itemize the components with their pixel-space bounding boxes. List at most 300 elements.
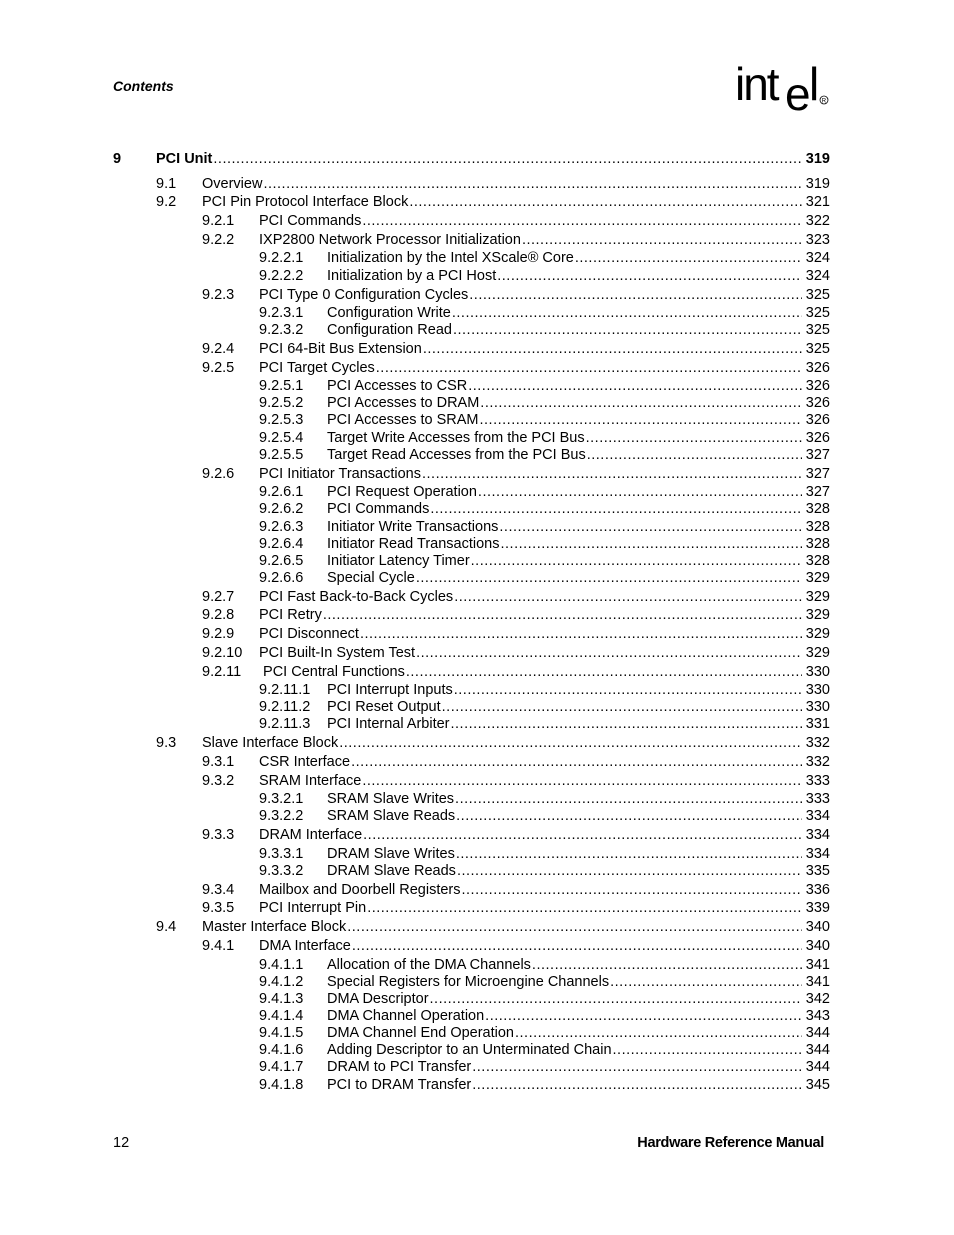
toc-entry[interactable] (0, 212, 954, 230)
toc-entry[interactable] (0, 826, 954, 844)
toc-dot-leader (480, 411, 803, 429)
toc-entry-title-line (259, 753, 802, 771)
toc-entry-title: Initiator Read Transactions (327, 536, 500, 552)
toc-entry[interactable] (0, 937, 954, 955)
toc-entry[interactable] (0, 1041, 954, 1059)
toc-entry-number: 9.4.1.1 (259, 957, 304, 973)
toc-entry-title: Special Cycle (327, 570, 415, 586)
toc-entry-title: PCI 64-Bit Bus Extension (259, 341, 422, 357)
toc-dot-leader (376, 359, 802, 377)
toc-dot-leader (430, 500, 802, 518)
toc-dot-leader (360, 625, 802, 643)
toc-entry-page: 326 (805, 430, 830, 446)
toc-entry[interactable] (0, 663, 954, 681)
toc-entry-title-line (327, 1024, 802, 1042)
toc-entry-title: DRAM Slave Writes (327, 846, 455, 862)
toc-entry[interactable] (0, 698, 954, 716)
toc-entry-number: 9.2.6.2 (259, 501, 304, 517)
toc-dot-leader (469, 286, 802, 304)
toc-entry-number: 9.4.1.7 (259, 1059, 304, 1075)
toc-entry-title-line (327, 1007, 802, 1025)
toc-entry-number: 9.2.7 (202, 589, 235, 605)
toc-dot-leader (471, 552, 802, 570)
toc-entry-number: 9.3.2.1 (259, 791, 304, 807)
toc-dot-leader (430, 990, 802, 1008)
toc-dot-leader (478, 483, 802, 501)
toc-entry[interactable] (0, 588, 954, 606)
toc-entry-page: 325 (805, 341, 830, 357)
toc-entry-page: 339 (805, 900, 830, 916)
toc-dot-leader (409, 193, 802, 211)
toc-entry-page: 328 (805, 519, 830, 535)
toc-entry-page: 344 (805, 1042, 830, 1058)
toc-entry-title-line (327, 249, 802, 267)
toc-entry[interactable] (0, 569, 954, 587)
toc-dot-leader (613, 1041, 802, 1059)
toc-entry-page: 326 (805, 378, 830, 394)
toc-dot-leader (472, 1076, 802, 1094)
toc-entry-page: 324 (805, 250, 830, 266)
toc-entry-page: 335 (805, 863, 830, 879)
toc-entry[interactable] (0, 411, 954, 429)
toc-entry-title: PCI Unit (156, 151, 213, 167)
toc-entry-number: 9.2.3 (202, 287, 235, 303)
toc-entry-title: Master Interface Block (202, 919, 347, 935)
page-number: 12 (113, 1135, 130, 1151)
toc-entry-number: 9.4.1.3 (259, 991, 304, 1007)
toc-entry[interactable] (0, 267, 954, 285)
toc-entry[interactable] (0, 1007, 954, 1025)
toc-entry-number: 9.2.11.2 (259, 699, 311, 715)
toc-entry-title: Slave Interface Block (202, 735, 339, 751)
toc-entry-number: 9.2.6.1 (259, 484, 304, 500)
toc-entry-title-line (327, 715, 802, 733)
toc-entry-number: 9.3.2.2 (259, 808, 304, 824)
toc-entry-title-line (259, 644, 802, 662)
toc-entry-title: PCI Commands (327, 501, 430, 517)
toc-entry-title-line (259, 826, 802, 844)
toc-dot-leader (462, 881, 803, 899)
toc-entry-title: DRAM Slave Reads (327, 863, 456, 879)
toc-entry-number: 9.4.1.5 (259, 1025, 304, 1041)
toc-entry-page: 328 (805, 536, 830, 552)
toc-entry-number: 9.2.10 (202, 645, 243, 661)
toc-entry-title: PCI Interrupt Pin (259, 900, 367, 916)
toc-entry-page: 334 (805, 827, 830, 843)
toc-entry-title-line (259, 340, 802, 358)
toc-entry-title-line (327, 304, 802, 322)
toc-entry-number: 9.3.3.2 (259, 863, 304, 879)
toc-entry-page: 319 (805, 176, 830, 192)
toc-dot-leader (485, 1007, 802, 1025)
toc-entry[interactable] (0, 1024, 954, 1042)
toc-entry-page: 327 (805, 466, 830, 482)
toc-entry-title-line (327, 429, 802, 447)
toc-dot-leader (457, 862, 802, 880)
toc-entry-title: Target Read Accesses from the PCI Bus (327, 447, 586, 463)
toc-entry-page: 327 (805, 484, 830, 500)
toc-dot-leader (497, 267, 802, 285)
toc-entry-title: PCI Internal Arbiter (327, 716, 450, 732)
toc-entry[interactable] (0, 1076, 954, 1094)
toc-entry-page: 334 (805, 846, 830, 862)
toc-entry-page: 334 (805, 808, 830, 824)
toc-entry[interactable] (0, 249, 954, 267)
toc-entry-title-line (327, 569, 802, 587)
toc-dot-leader (468, 377, 802, 395)
toc-entry[interactable] (0, 518, 954, 536)
toc-entry-page: 345 (805, 1077, 830, 1093)
toc-entry[interactable] (0, 715, 954, 733)
toc-dot-leader (339, 734, 802, 752)
toc-entry-title-line (156, 150, 802, 168)
toc-entry-title-line (327, 807, 802, 825)
toc-dot-leader (453, 321, 802, 339)
toc-dot-leader (500, 535, 802, 553)
toc-entry-title-line (327, 973, 802, 991)
toc-entry-title-line (259, 606, 802, 624)
toc-entry[interactable] (0, 899, 954, 917)
toc-entry-number: 9.1 (156, 176, 177, 192)
toc-dot-leader (351, 753, 802, 771)
toc-entry-number: 9 (113, 151, 122, 167)
toc-entry-number: 9.2.3.2 (259, 322, 304, 338)
toc-entry-title: PCI Accesses to DRAM (327, 395, 480, 411)
toc-entry-title: DMA Channel End Operation (327, 1025, 514, 1041)
toc-entry[interactable] (0, 429, 954, 447)
toc-entry[interactable] (0, 304, 954, 322)
toc-entry-number: 9.2.9 (202, 626, 235, 642)
toc-entry[interactable] (0, 377, 954, 395)
toc-entry-title: PCI Fast Back-to-Back Cycles (259, 589, 454, 605)
toc-dot-leader (362, 772, 802, 790)
toc-entry-number: 9.2.3.1 (259, 305, 304, 321)
toc-entry[interactable] (0, 862, 954, 880)
toc-entry-page: 329 (805, 607, 830, 623)
toc-dot-leader (499, 518, 802, 536)
toc-dot-leader (456, 807, 802, 825)
toc-entry-number: 9.2.2.2 (259, 268, 304, 284)
toc-dot-leader (472, 1058, 802, 1076)
toc-entry-title-line (327, 862, 802, 880)
toc-entry-number: 9.2.11.3 (259, 716, 311, 732)
toc-dot-leader (422, 465, 802, 483)
toc-entry-page: 333 (805, 773, 830, 789)
toc-entry-page: 332 (805, 754, 830, 770)
toc-dot-leader (456, 845, 802, 863)
toc-entry-page: 329 (805, 626, 830, 642)
toc-entry[interactable] (0, 845, 954, 863)
toc-entry-number: 9.2.6.3 (259, 519, 304, 535)
toc-entry-page: 327 (805, 447, 830, 463)
toc-dot-leader (323, 606, 802, 624)
toc-entry-title-line (259, 588, 802, 606)
toc-entry[interactable] (0, 150, 954, 168)
toc-entry-number: 9.2.6.4 (259, 536, 304, 552)
toc-entry-title-line (327, 681, 802, 699)
toc-entry-page: 330 (805, 699, 830, 715)
toc-entry-page: 340 (805, 938, 830, 954)
toc-entry[interactable] (0, 535, 954, 553)
toc-entry-page: 324 (805, 268, 830, 284)
toc-dot-leader (362, 212, 802, 230)
toc-entry-page: 326 (805, 412, 830, 428)
toc-dot-leader (522, 231, 802, 249)
toc-entry-page: 344 (805, 1025, 830, 1041)
toc-dot-leader (451, 715, 803, 733)
toc-entry-page: 341 (805, 974, 830, 990)
toc-entry-title: PCI Accesses to CSR (327, 378, 468, 394)
toc-entry-page: 336 (805, 882, 830, 898)
toc-dot-leader (213, 150, 802, 168)
toc-entry-title: IXP2800 Network Processor Initialization (259, 232, 521, 248)
toc-entry-page: 326 (805, 360, 830, 376)
toc-entry-title: Configuration Read (327, 322, 452, 338)
toc-entry-number: 9.2 (156, 194, 177, 210)
running-header-section: Contents (113, 78, 174, 94)
toc-entry-page: 325 (805, 287, 830, 303)
toc-entry-title-line (327, 411, 802, 429)
toc-entry-number: 9.4.1.4 (259, 1008, 304, 1024)
toc-entry[interactable] (0, 973, 954, 991)
toc-entry-page: 329 (805, 570, 830, 586)
toc-dot-leader (575, 249, 802, 267)
toc-entry-page: 330 (805, 664, 830, 680)
toc-entry-number: 9.2.6 (202, 466, 235, 482)
toc-entry-title: PCI Request Operation (327, 484, 477, 500)
intel-logo (735, 56, 831, 118)
toc-entry-page: 329 (805, 645, 830, 661)
toc-dot-leader (454, 681, 802, 699)
toc-entry[interactable] (0, 175, 954, 193)
toc-entry[interactable] (0, 644, 954, 662)
toc-entry-number: 9.4.1.6 (259, 1042, 304, 1058)
toc-entry[interactable] (0, 681, 954, 699)
toc-entry[interactable] (0, 193, 954, 211)
toc-dot-leader (423, 340, 802, 358)
toc-entry-title-line (259, 899, 802, 917)
toc-entry-title-line (327, 1058, 802, 1076)
toc-dot-leader (610, 973, 802, 991)
toc-entry-title-line (327, 500, 802, 518)
toc-entry-title: Adding Descriptor to an Unterminated Chain (327, 1042, 612, 1058)
toc-entry-page: 323 (805, 232, 830, 248)
toc-dot-leader (454, 588, 802, 606)
toc-entry-title-line (327, 377, 802, 395)
toc-entry-title: PCI Built-In System Test (259, 645, 416, 661)
toc-entry-page: 325 (805, 305, 830, 321)
toc-entry[interactable] (0, 394, 954, 412)
toc-entry-number: 9.3.1 (202, 754, 235, 770)
toc-entry-title-line (259, 772, 802, 790)
toc-entry[interactable] (0, 359, 954, 377)
toc-dot-leader (363, 826, 802, 844)
toc-entry-number: 9.2.5.3 (259, 412, 304, 428)
toc-entry-number: 9.2.1 (202, 213, 235, 229)
toc-entry-page: 328 (805, 501, 830, 517)
toc-entry-title: Configuration Write (327, 305, 451, 321)
toc-dot-leader (515, 1024, 802, 1042)
toc-entry[interactable] (0, 340, 954, 358)
toc-entry-page: 325 (805, 322, 830, 338)
toc-entry[interactable] (0, 500, 954, 518)
toc-entry-title: Initialization by a PCI Host (327, 268, 497, 284)
toc-entry-number: 9.3 (156, 735, 177, 751)
toc-entry-title: Mailbox and Doorbell Registers (259, 882, 461, 898)
toc-entry-number: 9.4.1.2 (259, 974, 304, 990)
toc-entry-title-line (327, 698, 802, 716)
toc-entry-title-line (327, 990, 802, 1008)
toc-entry-title: PCI Interrupt Inputs (327, 682, 453, 698)
toc-entry-page: 340 (805, 919, 830, 935)
toc-entry-title-line (259, 625, 802, 643)
toc-entry-number: 9.4.1 (202, 938, 235, 954)
toc-entry-page: 321 (805, 194, 830, 210)
toc-entry[interactable] (0, 606, 954, 624)
toc-entry-title-line (202, 734, 802, 752)
toc-entry-title: Overview (202, 176, 263, 192)
toc-entry-page: 319 (805, 151, 830, 167)
toc-entry-title: SRAM Interface (259, 773, 362, 789)
toc-entry-title-line (259, 465, 802, 483)
toc-entry-title-line (327, 956, 802, 974)
toc-dot-leader (586, 429, 802, 447)
toc-entry-title-line (202, 175, 802, 193)
toc-entry-title-line (327, 1076, 802, 1094)
toc-entry-title-line (259, 231, 802, 249)
toc-entry-title-line (327, 1041, 802, 1059)
svg-text:l: l (809, 58, 820, 110)
toc-entry-number: 9.2.6.6 (259, 570, 304, 586)
toc-entry-title-line (259, 212, 802, 230)
toc-entry-title: Special Registers for Microengine Channels (327, 974, 610, 990)
document-title: Hardware Reference Manual (637, 1135, 824, 1151)
toc-entry-page: 328 (805, 553, 830, 569)
toc-dot-leader (367, 899, 802, 917)
toc-entry[interactable] (0, 286, 954, 304)
toc-dot-leader (347, 918, 802, 936)
toc-entry-page: 331 (805, 716, 830, 732)
toc-entry[interactable] (0, 483, 954, 501)
toc-entry[interactable] (0, 790, 954, 808)
toc-entry-title: Initialization by the Intel XScale® Core (327, 250, 574, 266)
toc-entry-title-line (327, 790, 802, 808)
toc-entry-number: 9.2.6.5 (259, 553, 304, 569)
toc-entry-number: 9.3.5 (202, 900, 235, 916)
toc-entry-title: PCI Type 0 Configuration Cycles (259, 287, 469, 303)
toc-dot-leader (416, 644, 802, 662)
toc-entry-number: 9.4.1.8 (259, 1077, 304, 1093)
toc-entry-title-line (259, 937, 802, 955)
toc-entry-title: SRAM Slave Reads (327, 808, 456, 824)
toc-entry-number: 9.2.5.5 (259, 447, 304, 463)
toc-entry[interactable] (0, 990, 954, 1008)
toc-entry-number: 9.2.4 (202, 341, 235, 357)
toc-entry-number: 9.3.4 (202, 882, 235, 898)
toc-entry-title: Allocation of the DMA Channels (327, 957, 531, 973)
toc-entry-title: Target Write Accesses from the PCI Bus (327, 430, 585, 446)
toc-entry[interactable] (0, 881, 954, 899)
toc-entry-page: 342 (805, 991, 830, 1007)
toc-entry-title-line (327, 518, 802, 536)
toc-entry-title: DMA Interface (259, 938, 351, 954)
toc-dot-leader (406, 663, 802, 681)
toc-entry-page: 322 (805, 213, 830, 229)
toc-entry-number: 9.2.5 (202, 360, 235, 376)
toc-entry-title-line (259, 663, 802, 681)
toc-entry-title-line (327, 446, 802, 464)
toc-entry-title: PCI to DRAM Transfer (327, 1077, 472, 1093)
toc-entry-page: 344 (805, 1059, 830, 1075)
toc-entry-title: PCI Reset Output (327, 699, 441, 715)
toc-entry[interactable] (0, 772, 954, 790)
toc-dot-leader (263, 175, 802, 193)
toc-entry-page: 341 (805, 957, 830, 973)
toc-entry-page: 343 (805, 1008, 830, 1024)
toc-entry-number: 9.3.2 (202, 773, 235, 789)
toc-entry-title-line (202, 193, 802, 211)
toc-entry-page: 329 (805, 589, 830, 605)
toc-entry-number: 9.2.5.4 (259, 430, 304, 446)
toc-entry[interactable] (0, 734, 954, 752)
svg-text:R: R (821, 98, 827, 105)
toc-entry-title: PCI Central Functions (259, 664, 405, 680)
toc-dot-leader (480, 394, 802, 412)
toc-entry-title-line (259, 359, 802, 377)
toc-entry[interactable] (0, 956, 954, 974)
toc-entry-title-line (259, 286, 802, 304)
toc-entry[interactable] (0, 807, 954, 825)
toc-entry-number: 9.2.5.2 (259, 395, 304, 411)
toc-entry[interactable] (0, 321, 954, 339)
toc-entry-title: PCI Target Cycles (259, 360, 375, 376)
toc-entry-page: 326 (805, 395, 830, 411)
toc-entry[interactable] (0, 231, 954, 249)
toc-entry-number: 9.2.2.1 (259, 250, 304, 266)
toc-entry[interactable] (0, 753, 954, 771)
toc-entry-title-line (327, 483, 802, 501)
toc-entry[interactable] (0, 1058, 954, 1076)
toc-entry[interactable] (0, 918, 954, 936)
toc-entry-number: 9.2.11 (202, 664, 242, 680)
toc-entry-title-line (327, 535, 802, 553)
toc-dot-leader (442, 698, 802, 716)
toc-dot-leader (452, 304, 802, 322)
toc-dot-leader (587, 446, 802, 464)
toc-entry-page: 333 (805, 791, 830, 807)
toc-entry-page: 332 (805, 735, 830, 751)
toc-entry-title: CSR Interface (259, 754, 351, 770)
toc-dot-leader (455, 790, 802, 808)
toc-entry-title-line (259, 881, 802, 899)
toc-entry-title: PCI Retry (259, 607, 322, 623)
toc-entry-title-line (327, 845, 802, 863)
toc-entry-title: PCI Disconnect (259, 626, 359, 642)
toc-entry-title-line (202, 918, 802, 936)
toc-entry[interactable] (0, 625, 954, 643)
toc-entry-title: SRAM Slave Writes (327, 791, 455, 807)
toc-entry-number: 9.3.3 (202, 827, 235, 843)
toc-entry[interactable] (0, 465, 954, 483)
toc-entry[interactable] (0, 446, 954, 464)
svg-text:e: e (785, 68, 811, 118)
toc-entry-title-line (327, 321, 802, 339)
toc-entry-title: PCI Pin Protocol Interface Block (202, 194, 409, 210)
toc-entry-number: 9.2.5.1 (259, 378, 304, 394)
toc-entry[interactable] (0, 552, 954, 570)
toc-entry-number: 9.3.3.1 (259, 846, 304, 862)
toc-entry-title: DMA Descriptor (327, 991, 429, 1007)
